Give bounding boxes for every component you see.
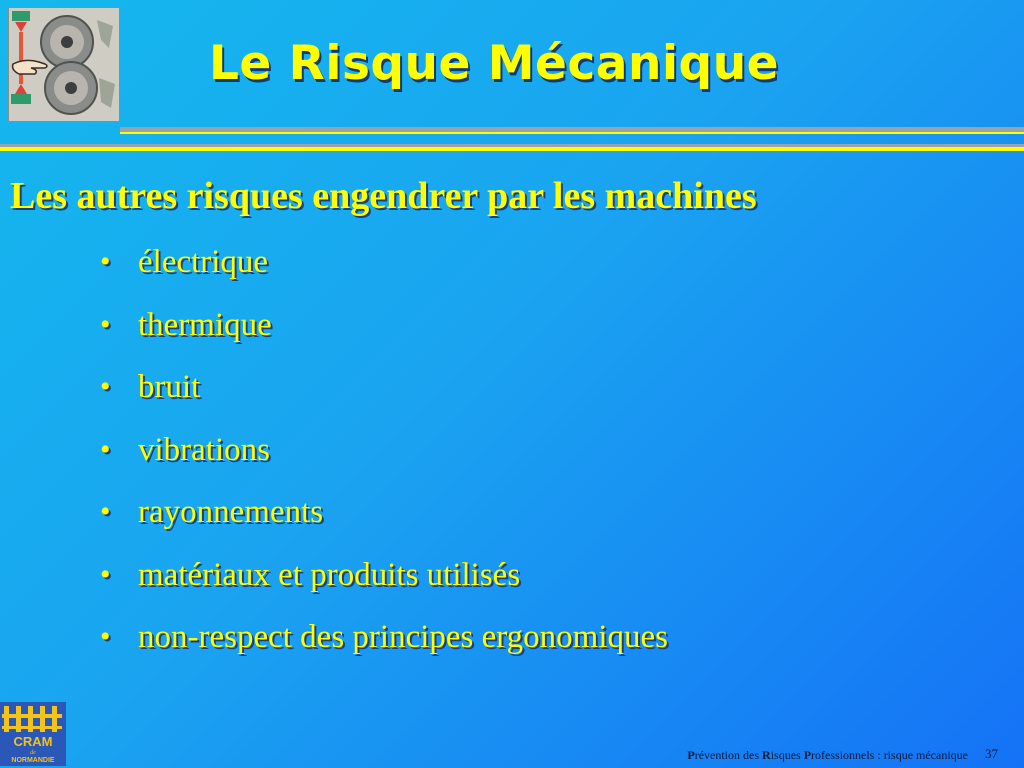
page-number: 37 [985,746,998,761]
footer-caption [687,748,968,763]
list-item [100,365,668,428]
list-item-text: vibrations [138,431,270,468]
slide-title: Le Risque Mécanique [208,36,780,91]
footer-text-1: révention des [694,748,763,762]
footer-initial-p: P [687,748,695,762]
list-item-text: non-respect des principes ergonomiques [138,619,668,655]
bullet-icon: • [100,370,111,403]
list-item-text: rayonnements [138,494,324,530]
risk-list [100,240,668,678]
footer-text-3: rofessionnels : risque mécanique [811,748,968,762]
bullet-icon: • [100,495,111,528]
bullet-icon: • [100,307,111,341]
list-item-text: thermique [138,306,272,343]
slide-subtitle: Les autres risques engendrer par les machines [10,175,757,217]
cram-logo-region-text: NORMANDIE [11,757,55,764]
bullet-icon: • [100,620,111,653]
footer-initial-r: R [762,748,771,762]
cram-normandie-logo [0,702,66,766]
cram-logo-text: CRAM [13,734,53,749]
list-item [100,615,668,678]
footer-text-2: isques [770,748,804,762]
cram-logo-de-text: de [30,750,36,756]
footer-initial-p2: P [803,748,812,762]
bullet-icon: • [100,245,111,278]
list-item [100,303,668,366]
cram-logo-icon [0,702,66,766]
left-rule-yellow [0,147,120,151]
bullet-icon: • [100,557,111,591]
list-item-text: bruit [138,369,201,405]
list-item [100,428,668,491]
list-item-text: matériaux et produits utilisés [138,556,521,593]
bullet-icon: • [100,432,111,466]
list-item-text: électrique [138,244,269,280]
list-item [100,490,668,553]
title-rule-bottom-yellow [120,147,1024,151]
list-item [100,240,668,303]
title-rule-top-yellow [120,132,1024,134]
list-item [100,553,668,616]
